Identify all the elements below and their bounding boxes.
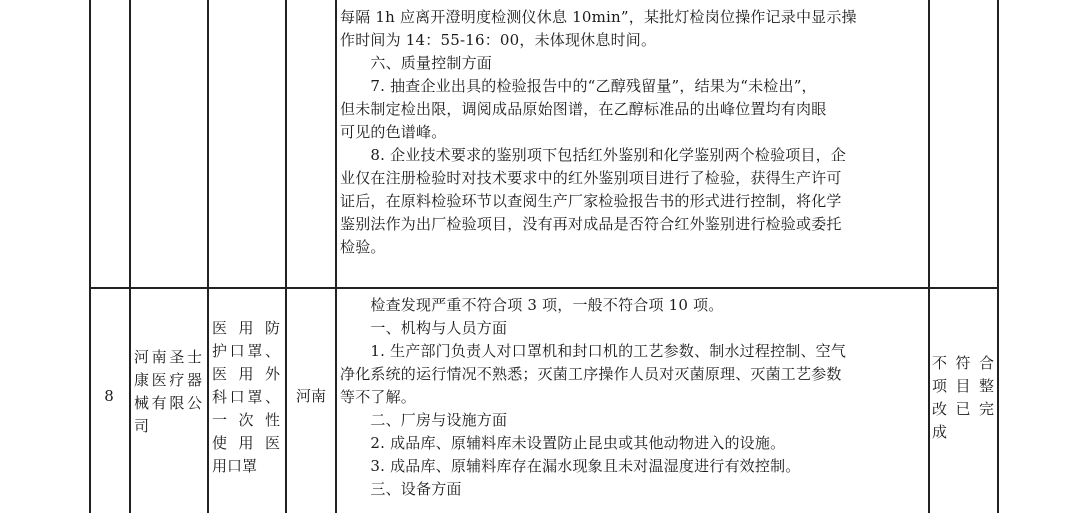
company-line: 械有限公	[134, 394, 202, 412]
table-border-right	[997, 0, 999, 513]
text-line: 三、设备方面	[340, 480, 462, 498]
column-divider	[928, 0, 930, 513]
text-line: 可见的色谱峰。	[340, 123, 447, 141]
result-line: 项目整	[932, 377, 994, 395]
row-divider	[89, 287, 999, 289]
text-line: 但未制定检出限，调阅成品原始图谱，在乙醇标准品的出峰位置均有肉眼	[340, 100, 827, 118]
table-border-left	[89, 0, 91, 513]
inspection-findings	[340, 294, 925, 501]
text-line: 检验。	[340, 238, 386, 256]
column-divider	[129, 0, 131, 513]
company-line: 司	[134, 417, 150, 435]
company-line: 河南圣士	[134, 348, 202, 366]
product-line: 医用防	[212, 319, 280, 337]
text-line: 1. 生产部门负责人对口罩机和封口机的工艺参数、制水过程控制、空气	[340, 342, 847, 360]
inspection-table	[89, 0, 999, 513]
product-line: 医用外	[212, 365, 280, 383]
result-line: 成	[932, 423, 948, 441]
text-line: 等不了解。	[340, 388, 417, 406]
product-line: 科口罩、	[212, 388, 280, 406]
column-divider	[207, 0, 209, 513]
product-line: 护口罩、	[212, 342, 280, 360]
rectification-result	[932, 352, 994, 444]
province: 河南	[295, 387, 326, 405]
product-line: 一次性	[212, 411, 280, 429]
text-line: 7. 抽查企业出具的检验报告中的“乙醇残留量”，结果为“未检出”，	[340, 77, 817, 95]
text-line: 作时间为 14：55-16：00，未体现休息时间。	[340, 31, 657, 49]
text-line: 3. 成品库、原辅料库存在漏水现象且未对温湿度进行有效控制。	[340, 457, 801, 475]
findings-continuation	[340, 6, 925, 259]
text-line: 一、机构与人员方面	[340, 319, 508, 337]
text-line: 2. 成品库、原辅料库未设置防止昆虫或其他动物进入的设施。	[340, 434, 786, 452]
product-line: 使用医	[212, 434, 280, 452]
text-line: 每隔 1h 应离开澄明度检测仪休息 10min”，某批灯检岗位操作记录中显示操	[340, 8, 857, 26]
text-line: 六、质量控制方面	[340, 54, 493, 72]
column-divider	[285, 0, 287, 513]
result-line: 改已完	[932, 400, 994, 418]
row-index: 8	[104, 387, 114, 405]
text-line: 8. 企业技术要求的鉴别项下包括红外鉴别和化学鉴别两个检验项目，企	[340, 146, 847, 164]
text-line: 检查发现严重不符合项 3 项，一般不符合项 10 项。	[340, 296, 724, 314]
text-line: 证后，在原料检验环节以查阅生产厂家检验报告书的形式进行控制，将化学	[340, 192, 842, 210]
product-names	[212, 317, 280, 478]
company-name	[134, 346, 202, 438]
result-line: 不符合	[932, 354, 994, 372]
text-line: 二、厂房与设施方面	[340, 411, 508, 429]
text-line: 业仅在注册检验时对技术要求中的红外鉴别项目进行了检验，获得生产许可	[340, 169, 842, 187]
company-line: 康医疗器	[134, 371, 202, 389]
text-line: 净化系统的运行情况不熟悉；灭菌工序操作人员对灭菌原理、灭菌工艺参数	[340, 365, 842, 383]
text-line: 鉴别法作为出厂检验项目，没有再对成品是否符合红外鉴别进行检验或委托	[340, 215, 842, 233]
column-divider	[335, 0, 337, 513]
product-line: 用口罩	[212, 457, 258, 475]
